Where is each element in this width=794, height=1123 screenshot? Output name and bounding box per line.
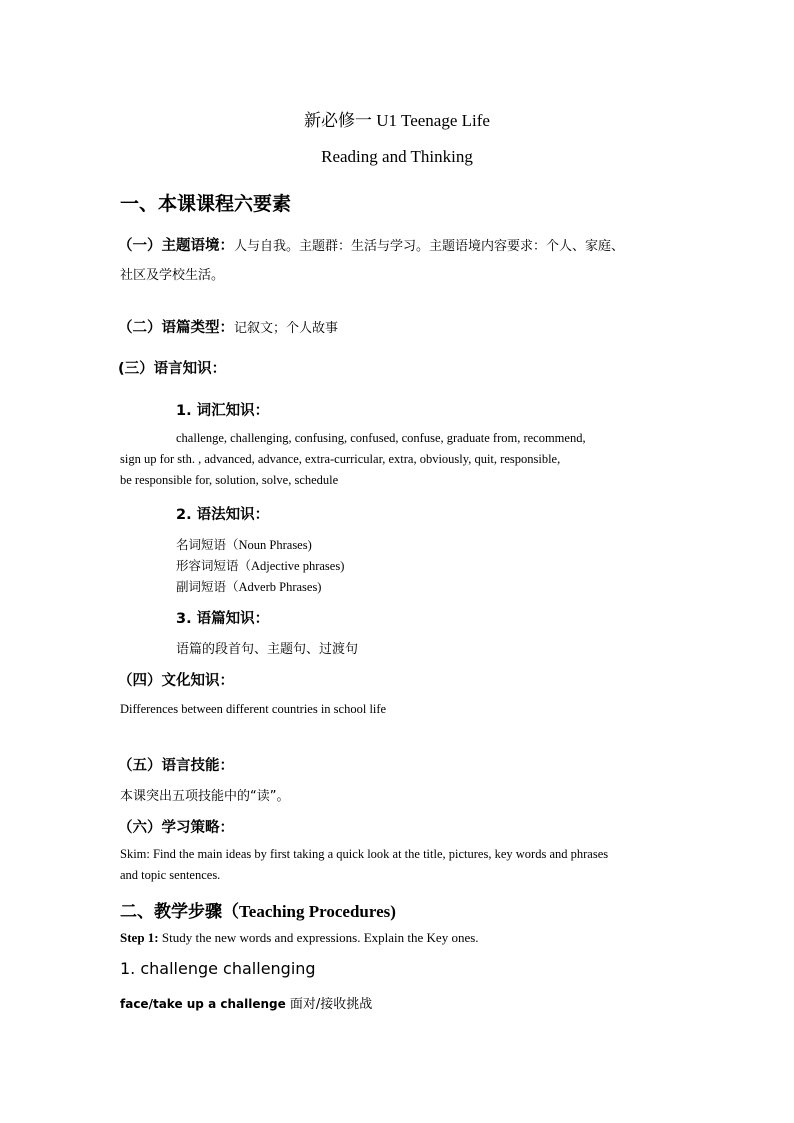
- section-heading-course-elements: 一、本课课程六要素: [120, 193, 292, 215]
- section-heading-teaching-procedures: [120, 897, 396, 922]
- grammar-item: 形容词短语（Adjective phrases): [176, 559, 345, 573]
- culture-knowledge-label: （四）文化知识：: [118, 673, 234, 689]
- step1-text: Study the new words and expressions. Explain the Key ones.: [158, 930, 479, 945]
- learning-strategy-line2: and topic sentences.: [120, 868, 221, 882]
- step1-label: Step 1:: [120, 930, 159, 945]
- word1-phrase-en: face/take up a challenge: [120, 997, 286, 1011]
- language-skills-label: （五）语言技能：: [118, 758, 234, 774]
- grammar-item: 名词短语（Noun Phrases): [176, 538, 312, 552]
- culture-knowledge-text: Differences between different countries in school life: [120, 702, 387, 716]
- step1-line: [120, 930, 479, 946]
- theme-context-label: （一）主题语境：: [118, 238, 234, 254]
- theme-context-line2: 社区及学校生活。: [120, 268, 225, 283]
- document-title: 新必修一 U1 Teenage Life: [304, 111, 490, 130]
- teaching-procedures-cn: 二、教学步骤（: [120, 902, 239, 922]
- learning-strategy-label: （六）学习策略：: [118, 820, 234, 836]
- vocabulary-heading: 1. 词汇知识：: [176, 403, 270, 419]
- vocabulary-line1: challenge, challenging, confusing, confused, confuse, graduate from, recommend,: [176, 431, 586, 445]
- language-knowledge-label: (三）语言知识：: [118, 361, 227, 377]
- vocabulary-line3: be responsible for, solution, solve, schedule: [120, 473, 339, 487]
- word1-heading: 1. challenge challenging: [120, 959, 316, 978]
- discourse-heading: 3. 语篇知识：: [176, 611, 270, 627]
- teaching-procedures-en: Teaching Procedures): [239, 902, 396, 921]
- theme-context-text: 人与自我。主题群：生活与学习。主题语境内容要求：个人、家庭、: [234, 239, 625, 254]
- word1-phrase: [120, 993, 372, 1012]
- grammar-item: 副词短语（Adverb Phrases): [176, 580, 322, 594]
- document-subtitle: Reading and Thinking: [321, 147, 473, 166]
- vocabulary-line2: sign up for sth. , advanced, advance, extra-curricular, extra, obviously, quit, responsible,: [120, 452, 561, 466]
- discourse-text: 语篇的段首句、主题句、过渡句: [176, 642, 359, 657]
- language-skills-text: 本课突出五项技能中的“读”。: [120, 789, 290, 804]
- text-type-label: （二）语篇类型：: [118, 320, 234, 336]
- grammar-heading: 2. 语法知识：: [176, 507, 270, 523]
- text-type: [118, 316, 338, 337]
- learning-strategy-line1: Skim: Find the main ideas by first taking a quick look at the title, pictures, key words and phrases: [120, 847, 609, 861]
- word1-phrase-cn: 面对/接收挑战: [285, 997, 373, 1012]
- theme-context-line1: [118, 234, 624, 255]
- text-type-text: 记叙文；个人故事: [234, 321, 339, 336]
